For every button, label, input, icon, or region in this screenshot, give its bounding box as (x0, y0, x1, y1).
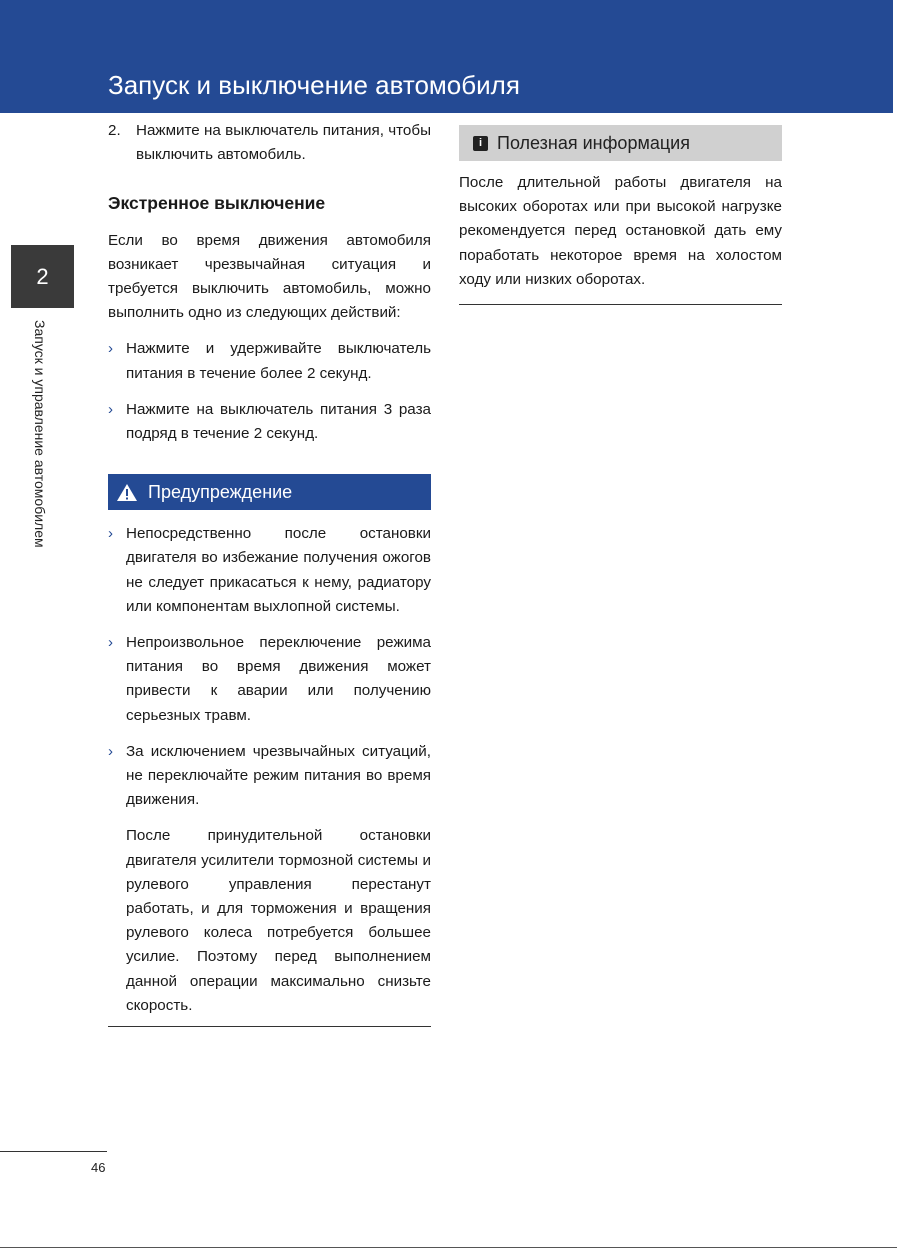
section-heading: Экстренное выключение (108, 193, 326, 214)
bullet-chevron-icon: › (108, 340, 113, 358)
warning-text: За исключением чрезвычайных ситуаций, не переключайте режим питания во время движения. (126, 742, 431, 809)
warning-item (108, 631, 431, 728)
bullet-chevron-icon: › (108, 742, 113, 760)
footer-divider (0, 1151, 107, 1152)
header-edge (893, 0, 897, 113)
chapter-tab: 2 (11, 245, 74, 308)
info-title: Полезная информация (497, 132, 690, 153)
action-item (108, 337, 431, 385)
warning-text: Непроизвольное переключение режима питания во время движения может привести к аварии или получению серьезных травм. (126, 634, 431, 724)
page-header (0, 0, 893, 113)
step-number: 2. (108, 122, 121, 139)
warning-text: Непосредственно после остановки двигателя во избежание получения ожогов не следует прикасаться к нему, радиатору или компонентам выхлопной системы. (126, 525, 431, 615)
intro-paragraph: Если во время движения автомобиля возникает чрезвычайная ситуация и требуется выключить автомобиль, можно выполнить одно из следующих действий: (108, 231, 431, 322)
info-end-divider (459, 304, 782, 305)
warning-triangle-icon (116, 483, 138, 502)
bullet-chevron-icon: › (108, 525, 113, 543)
warning-note: После принудительной остановки двигателя усилители тормозной системы и рулевого управления перестанут работать, и для торможения и вращения рулевого колеса потребуется большее усилие. Поэтому перед выполнением данной операции максимально снизьте скорость. (126, 827, 431, 1014)
warning-title: Предупреждение (148, 482, 293, 503)
info-text: После длительной работы двигателя на высоких оборотах или при высокой нагрузке рекомендуется перед остановкой дать ему поработать некоторое время на холостом ходу или низких оборотах. (459, 174, 782, 288)
bullet-chevron-icon: › (108, 634, 113, 652)
page-title: Запуск и выключение автомобиля (108, 70, 520, 100)
numbered-step (108, 119, 431, 167)
warning-item (108, 740, 431, 813)
action-text: Нажмите на выключатель питания 3 раза подряд в течение 2 секунд. (126, 400, 431, 443)
right-column (459, 125, 782, 305)
bullet-chevron-icon: › (108, 400, 113, 418)
step-text: Нажмите на выключатель питания, чтобы выключить автомобиль. (136, 122, 431, 164)
info-icon: i (473, 136, 488, 151)
action-item (108, 398, 431, 446)
chapter-side-label: Запуск и управление автомобилем (32, 320, 48, 548)
warning-end-divider (108, 1026, 431, 1027)
warning-item (108, 522, 431, 619)
left-column (108, 119, 431, 1027)
info-header (459, 125, 782, 161)
action-text: Нажмите и удерживайте выключатель питания в течение более 2 секунд. (126, 340, 431, 382)
warning-header (108, 474, 431, 510)
page-number: 46 (91, 1160, 106, 1175)
